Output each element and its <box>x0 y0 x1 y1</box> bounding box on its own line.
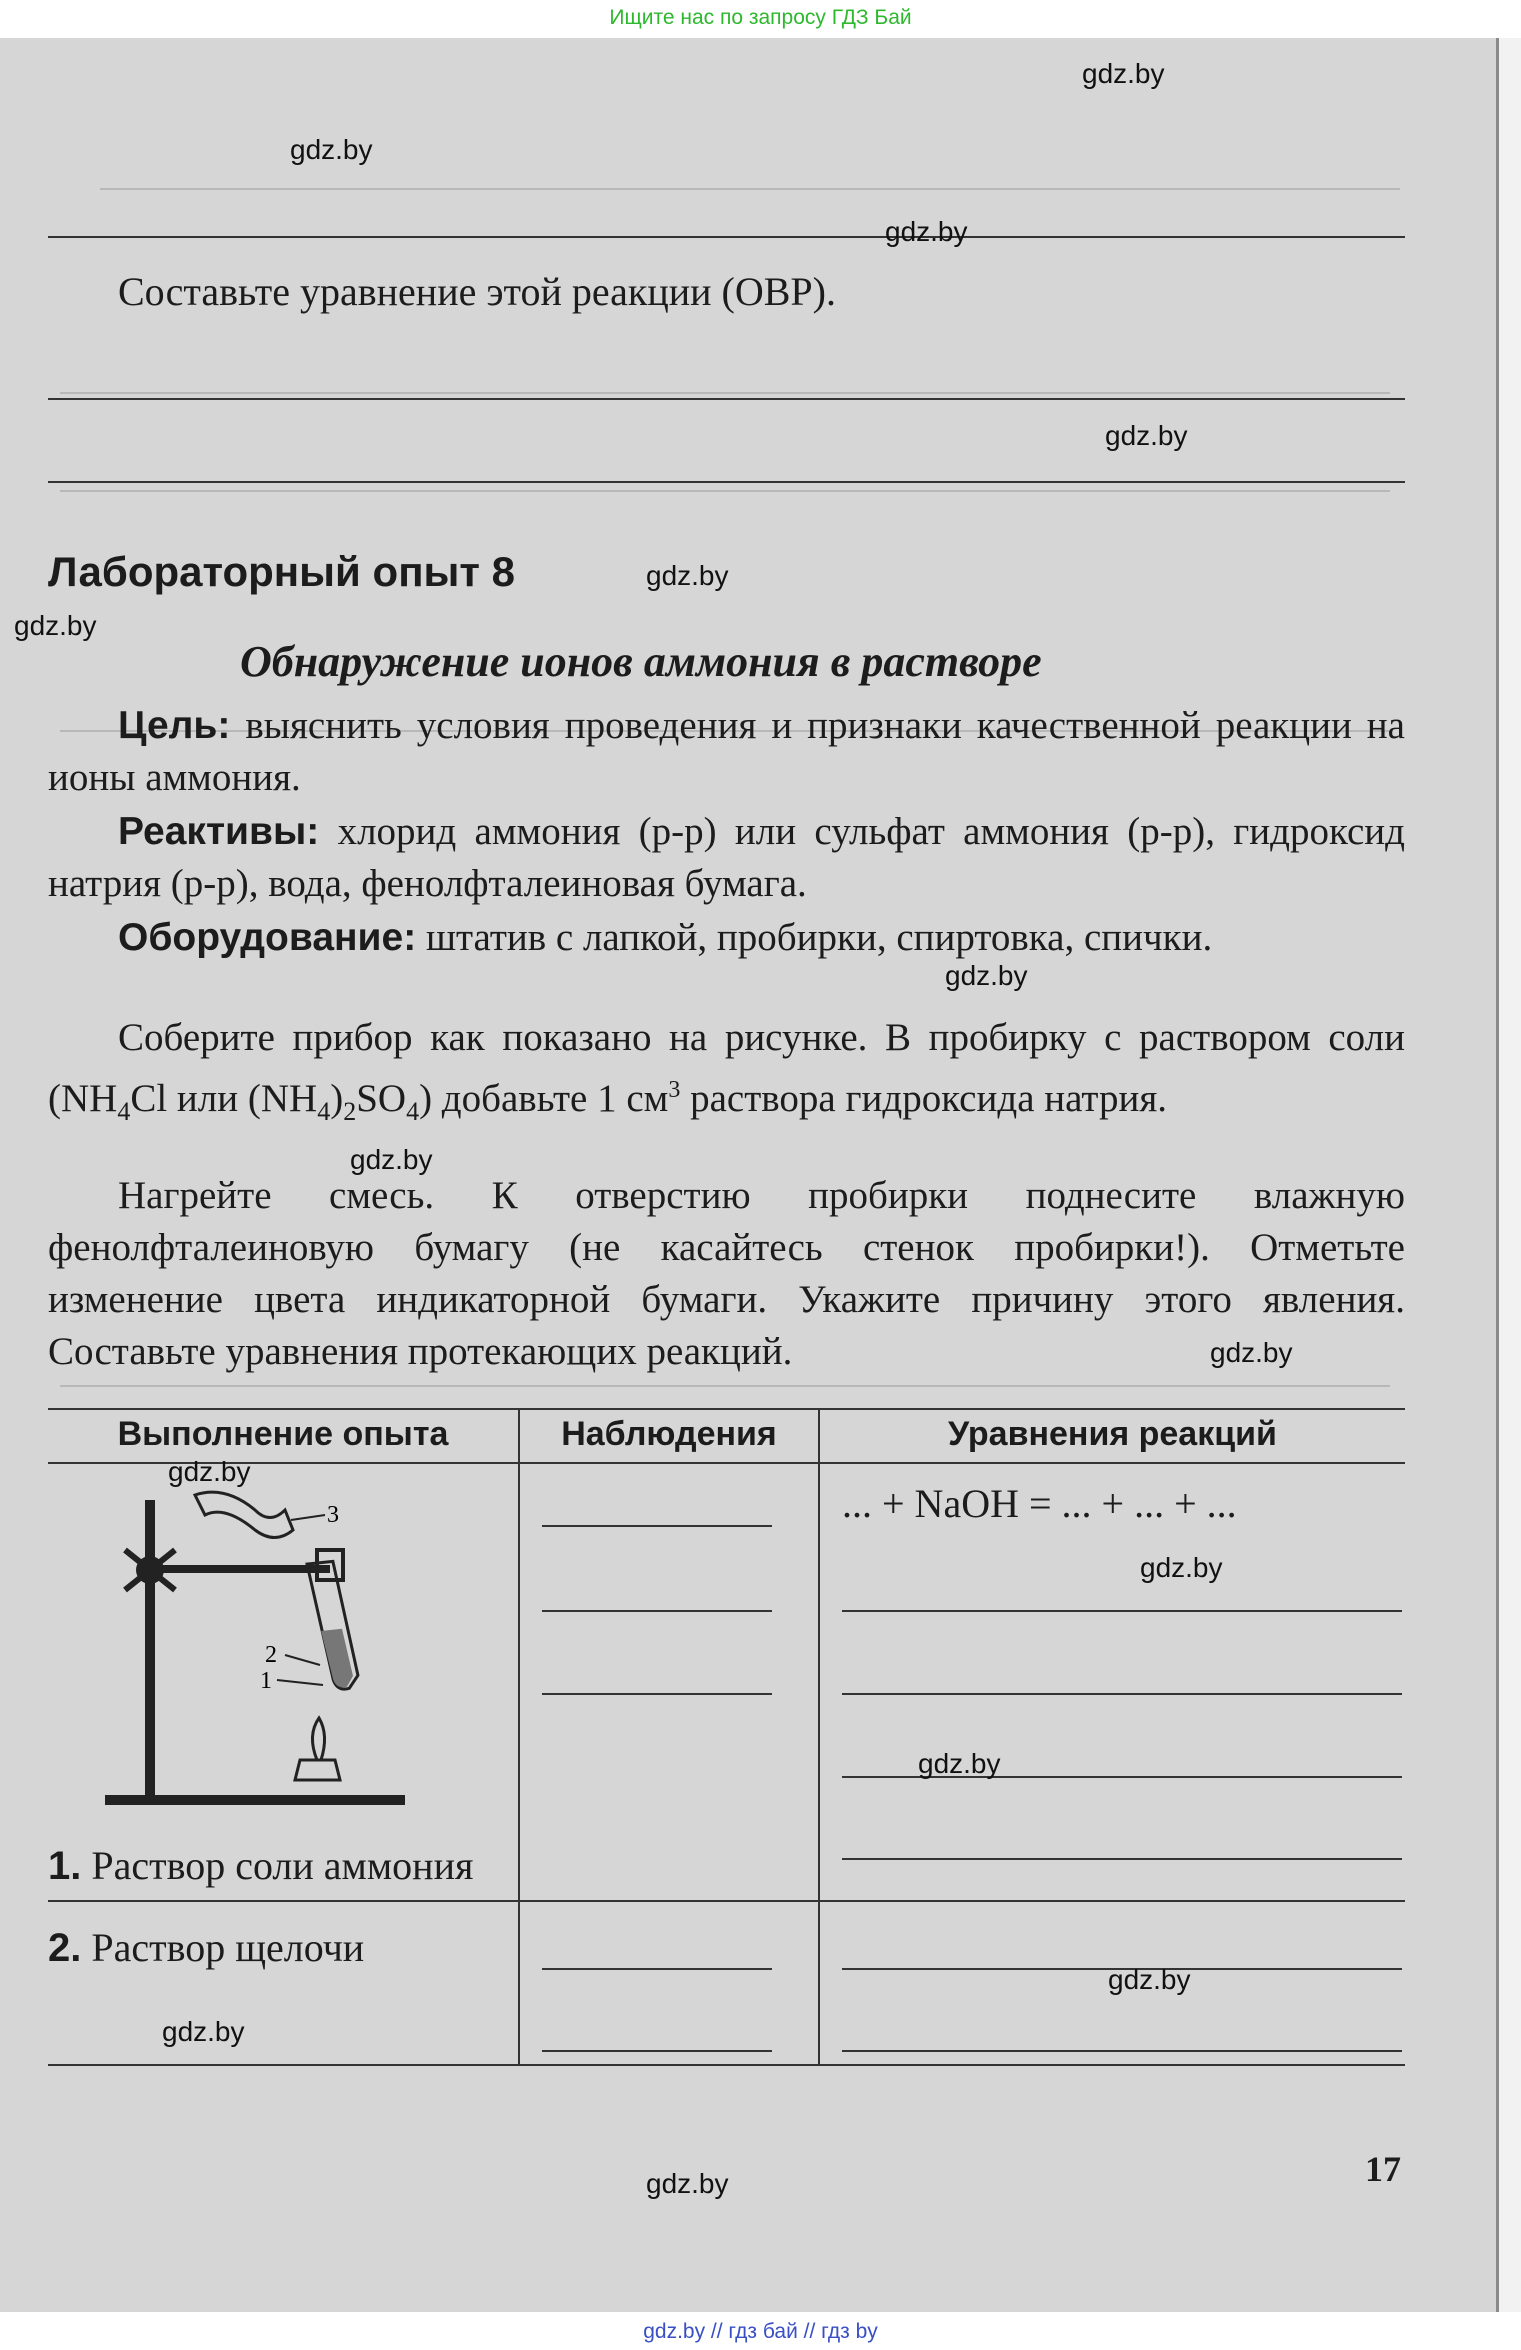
reagents-label: Реактивы: <box>118 810 320 853</box>
observation-blank[interactable] <box>542 1525 772 1527</box>
figure-label-3: 3 <box>327 1502 339 1528</box>
label-leader <box>277 1680 323 1685</box>
page-edge <box>1497 38 1521 2312</box>
label-leader <box>285 1655 320 1665</box>
bleed-line <box>60 1385 1390 1387</box>
table-header-border <box>48 1462 1405 1464</box>
reaction-equation: ... + NaOH = ... + ... + ... <box>842 1481 1237 1526</box>
answer-line <box>48 481 1405 483</box>
observation-blank[interactable] <box>542 1693 772 1695</box>
watermark: gdz.by <box>162 2016 245 2047</box>
observation-blank[interactable] <box>542 1968 772 1970</box>
watermark: gdz.by <box>1140 1552 1223 1583</box>
watermark: gdz.by <box>350 1144 433 1175</box>
figure-label-2: 2 <box>265 1642 277 1668</box>
page-edge-line <box>1496 38 1499 2312</box>
lab-title: Лабораторный опыт 8 <box>48 548 516 595</box>
watermark: gdz.by <box>168 1456 251 1487</box>
watermark: gdz.by <box>1108 1964 1191 1995</box>
watermark: gdz.by <box>945 960 1028 991</box>
clamp-arm <box>150 1565 330 1573</box>
table-column-divider <box>818 1408 820 2064</box>
watermark: gdz.by <box>646 2168 729 2199</box>
observation-blank[interactable] <box>542 2050 772 2052</box>
lab-subtitle: Обнаружение ионов аммония в растворе <box>240 637 1042 686</box>
stand-base <box>105 1795 405 1805</box>
header-equations: Уравнения реакций <box>948 1415 1277 1453</box>
equipment-text: штатив с лапкой, пробирки, спиртовка, спички. <box>416 916 1213 959</box>
flame <box>312 1718 324 1760</box>
apparatus-illustration <box>95 1480 415 1830</box>
equipment-paragraph <box>48 912 1405 964</box>
row-alkali-solution: 2. Раствор щелочи <box>48 1925 365 1970</box>
watermark: gdz.by <box>1210 1337 1293 1368</box>
equation-blank[interactable] <box>842 1693 1402 1695</box>
row-salt-solution: 1. Раствор соли аммония <box>48 1843 474 1888</box>
table-row-border <box>48 1900 1405 1902</box>
indicator-paper <box>195 1492 293 1537</box>
figure-label-1: 1 <box>260 1668 272 1694</box>
goal-text: выяснить условия проведения и признаки качественной реакции на ионы аммония. <box>48 704 1405 799</box>
bleed-line <box>60 490 1390 492</box>
header-procedure: Выполнение опыта <box>117 1415 449 1453</box>
bleed-line <box>100 188 1400 190</box>
reagents-text: хлорид аммония (р-р) или сульфат аммония (р-р), гидроксид натрия (р-р), вода, фенолфталеиновая бумага. <box>48 810 1405 905</box>
equation-blank[interactable] <box>842 1610 1402 1612</box>
watermark: gdz.by <box>885 216 968 247</box>
equation-blank[interactable] <box>842 1858 1402 1860</box>
reagents-paragraph <box>48 806 1405 910</box>
watermark: gdz.by <box>918 1748 1001 1779</box>
observation-blank[interactable] <box>542 1610 772 1612</box>
header-observations: Наблюдения <box>561 1415 777 1453</box>
watermark: gdz.by <box>290 134 373 165</box>
answer-line <box>48 398 1405 400</box>
watermark: gdz.by <box>646 560 729 591</box>
label-leader <box>291 1515 325 1520</box>
watermark: gdz.by <box>1105 420 1188 451</box>
answer-line <box>48 236 1405 238</box>
equation-blank[interactable] <box>842 2050 1402 2052</box>
spirit-lamp <box>295 1760 340 1780</box>
top-banner[interactable]: Ищите нас по запросу ГДЗ Бай <box>0 0 1521 38</box>
watermark: gdz.by <box>1082 58 1165 89</box>
page-number: 17 <box>1365 2149 1401 2189</box>
table-column-divider <box>518 1408 520 2064</box>
watermark: gdz.by <box>14 610 97 641</box>
bottom-banner[interactable]: gdz.by // гдз бай // гдз by <box>0 2312 1521 2350</box>
equipment-label: Оборудование: <box>118 916 417 959</box>
instruction-text: Составьте уравнение этой реакции (ОВР). <box>118 269 836 314</box>
goal-paragraph <box>48 700 1405 804</box>
stand-rod <box>145 1500 155 1800</box>
table-top-border <box>48 1408 1405 1410</box>
bleed-line <box>60 392 1390 394</box>
heating-paragraph: Нагрейте смесь. К отверстию пробирки поднесите влажную фенолфталеиновую бумагу (не касайтесь стенок пробирки!). Отметьте изменение цвета индикаторной бумаги. Укажите причину этого явления. Составьте уравнения протекающих реакций. <box>48 1174 1405 1373</box>
procedure-paragraph: Соберите прибор как показано на рисунке. В пробирку с раствором соли ($NH_4Cl$ или $(NH_4)_2SO_4$) добавьте 1 $см^3$ раствора гидроксида натрия. <box>48 1016 1405 1126</box>
table-bottom-border <box>48 2064 1405 2066</box>
goal-label: Цель: <box>118 704 231 747</box>
